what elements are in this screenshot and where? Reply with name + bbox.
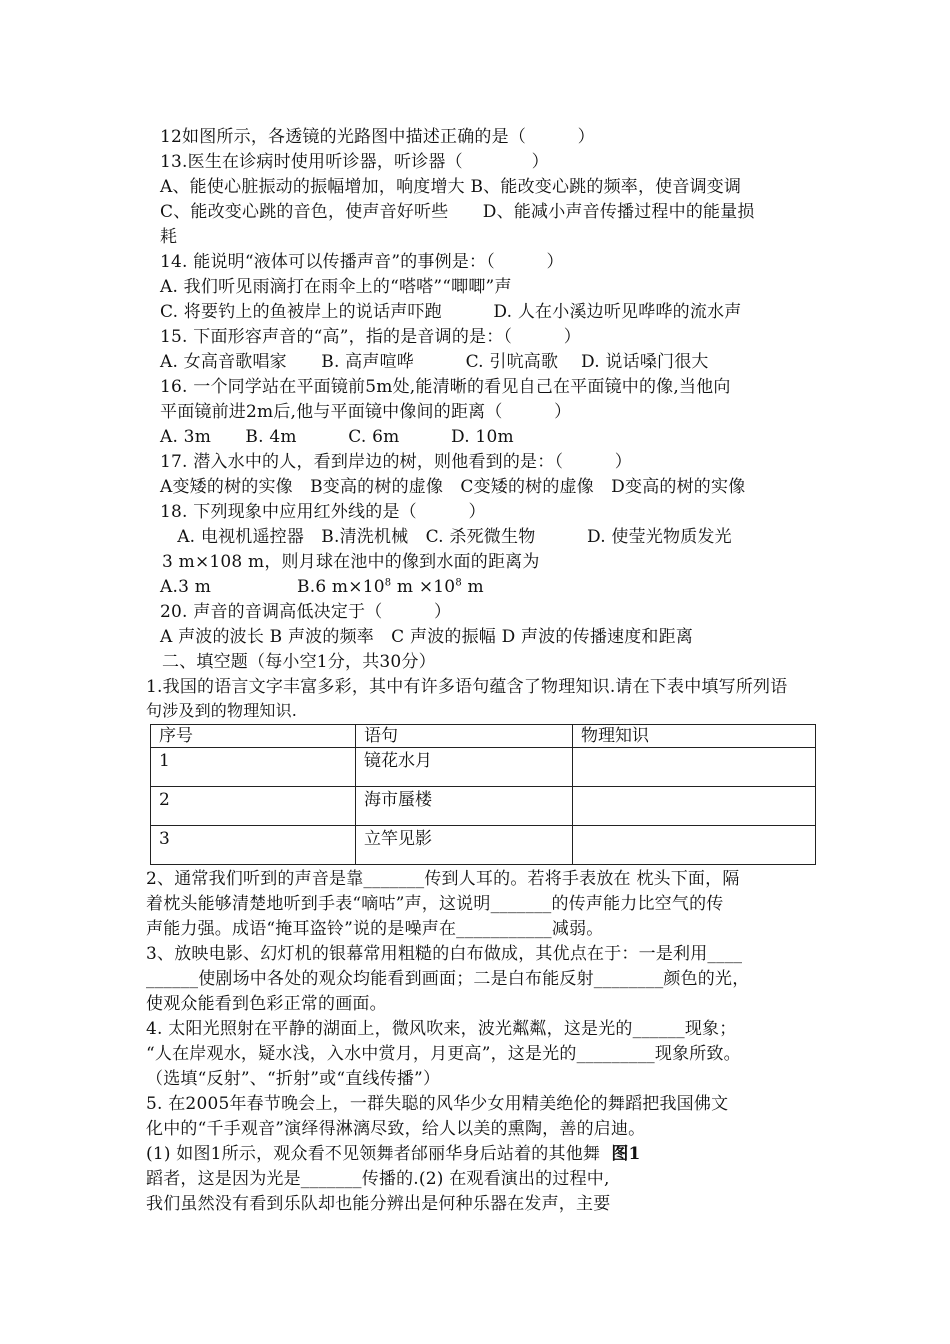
table-cell: 3	[151, 826, 356, 865]
fill-question-2-cont: 声能力强。成语“掩耳盗铃”说的是噪声在___________减弱。	[146, 919, 604, 939]
table-row	[151, 826, 816, 865]
fill-question-4-cont: “人在岸观水，疑水浅，入水中赏月，月更高”，这是光的_________现象所致。	[146, 1044, 741, 1064]
table-cell: 2	[151, 787, 356, 826]
fill-question-3: 3、放映电影、幻灯机的银幕常用粗糙的白布做成，其优点在于：一是利用____	[146, 944, 743, 964]
table-cell-answer[interactable]	[573, 748, 816, 787]
question-16-cont: 平面镜前进2m后,他与平面镜中像间的距离（ ）	[160, 402, 572, 422]
table-header-row	[151, 725, 816, 748]
question-14-option-a: A. 我们听见雨滴打在雨伞上的“嗒嗒”“唧唧”声	[160, 277, 512, 297]
table-cell: 1	[151, 748, 356, 787]
table-cell-answer[interactable]	[573, 826, 816, 865]
figure-1-label: 图1	[611, 1144, 641, 1164]
question-18-options: A. 电视机遥控器 B.清洗机械 C. 杀死微生物 D. 使莹光物质发光	[160, 527, 732, 547]
fill-question-5: 5. 在2005年春节晚会上，一群失聪的风华少女用精美绝伦的舞蹈把我国佛文	[146, 1094, 729, 1114]
question-16-options: A. 3m B. 4m C. 6m D. 10m	[160, 427, 514, 447]
question-13-options-ab: A、能使心脏振动的振幅增加，响度增大 B、能改变心跳的频率，使音调变调	[160, 177, 742, 197]
question-13: 13.医生在诊病时使用听诊器，听诊器（ ）	[160, 152, 549, 172]
table-cell-answer[interactable]	[573, 787, 816, 826]
question-14-options-cd: C. 将要钓上的鱼被岸上的说话声吓跑 D. 人在小溪边听见哗哗的流水声	[160, 302, 742, 322]
table-cell: 立竿见影	[356, 826, 573, 865]
table-cell: 海市蜃楼	[356, 787, 573, 826]
question-20: 20. 声音的音调高低决定于（ ）	[160, 602, 452, 622]
question-18: 18. 下列现象中应用红外线的是（ ）	[160, 502, 486, 522]
table-header-cell: 物理知识	[573, 725, 816, 748]
question-14: 14. 能说明“液体可以传播声音”的事例是：（ ）	[160, 252, 564, 272]
question-13-options-cont: 耗	[160, 227, 178, 247]
fill-question-5-part-1: (1) 如图1所示，观众看不见领舞者邰丽华身后站着的其他舞 图1	[146, 1144, 641, 1164]
table-row	[151, 748, 816, 787]
fill-question-3-cont: 使观众能看到色彩正常的画面。	[146, 994, 387, 1014]
fill-question-3-cont: ______使剧场中各处的观众均能看到画面；二是白布能反射________颜色的光，	[146, 969, 750, 989]
table-cell: 镜花水月	[356, 748, 573, 787]
question-20-options: A 声波的波长 B 声波的频率 C 声波的振幅 D 声波的传播速度和距离	[160, 627, 694, 647]
question-19-options: A.3 m B.6 $m\times 10^8$ $m \times 10^8$ m	[160, 577, 484, 597]
question-15-options: A. 女高音歌唱家 B. 高声喧哗 C. 引吭高歌 D. 说话嗓门很大	[160, 352, 709, 372]
question-15: 15. 下面形容声音的“高”，指的是音调的是：（ ）	[160, 327, 581, 347]
fill-question-2: 2、通常我们听到的声音是靠_______传到人耳的。若将手表放在 枕头下面，隔	[146, 869, 740, 889]
fill-question-1-cont: 句涉及到的物理知识.	[146, 701, 298, 720]
fill-question-4: 4. 太阳光照射在平静的湖面上，微风吹来，波光粼粼，这是光的______现象；	[146, 1019, 737, 1039]
physics-knowledge-table	[150, 724, 816, 865]
table-row	[151, 787, 816, 826]
fill-question-2-cont: 着枕头能够清楚地听到手表“嘀咕”声，这说明_______的传声能力比空气的传	[146, 894, 724, 914]
fill-question-1: 1.我国的语言文字丰富多彩，其中有许多语句蕴含了物理知识.请在下表中填写所列语	[146, 677, 788, 697]
question-17-options: A变矮的树的实像 B变高的树的虚像 C变矮的树的虚像 D变高的树的实像	[160, 477, 746, 497]
question-13-options-cd: C、能改变心跳的音色，使声音好听些 D、能减小声音传播过程中的能量损	[160, 202, 755, 222]
question-17: 17. 潜入水中的人，看到岸边的树，则他看到的是：（ ）	[160, 452, 632, 472]
question-19-fragment: 3 m×108 m，则月球在池中的像到水面的距离为	[162, 552, 540, 572]
section-heading-fill-in: 二、填空题（每小空1分，共30分）	[162, 652, 436, 672]
fill-question-4-hint: （选填“反射”、“折射”或“直线传播”）	[146, 1069, 441, 1089]
fill-question-5-cont: 蹈者，这是因为光是_______传播的.(2) 在观看演出的过程中,	[146, 1169, 610, 1189]
question-12: 12如图所示，各透镜的光路图中描述正确的是（ ）	[160, 127, 595, 147]
table-header-cell: 序号	[151, 725, 356, 748]
question-16: 16. 一个同学站在平面镜前5m处,能清晰的看见自己在平面镜中的像,当他向	[160, 377, 731, 397]
fill-question-5-cont: 我们虽然没有看到乐队却也能分辨出是何种乐器在发声，主要	[146, 1194, 611, 1214]
fill-question-5-cont: 化中的“千手观音”演绎得淋漓尽致，给人以美的熏陶，善的启迪。	[146, 1119, 646, 1139]
table-header-cell: 语句	[356, 725, 573, 748]
